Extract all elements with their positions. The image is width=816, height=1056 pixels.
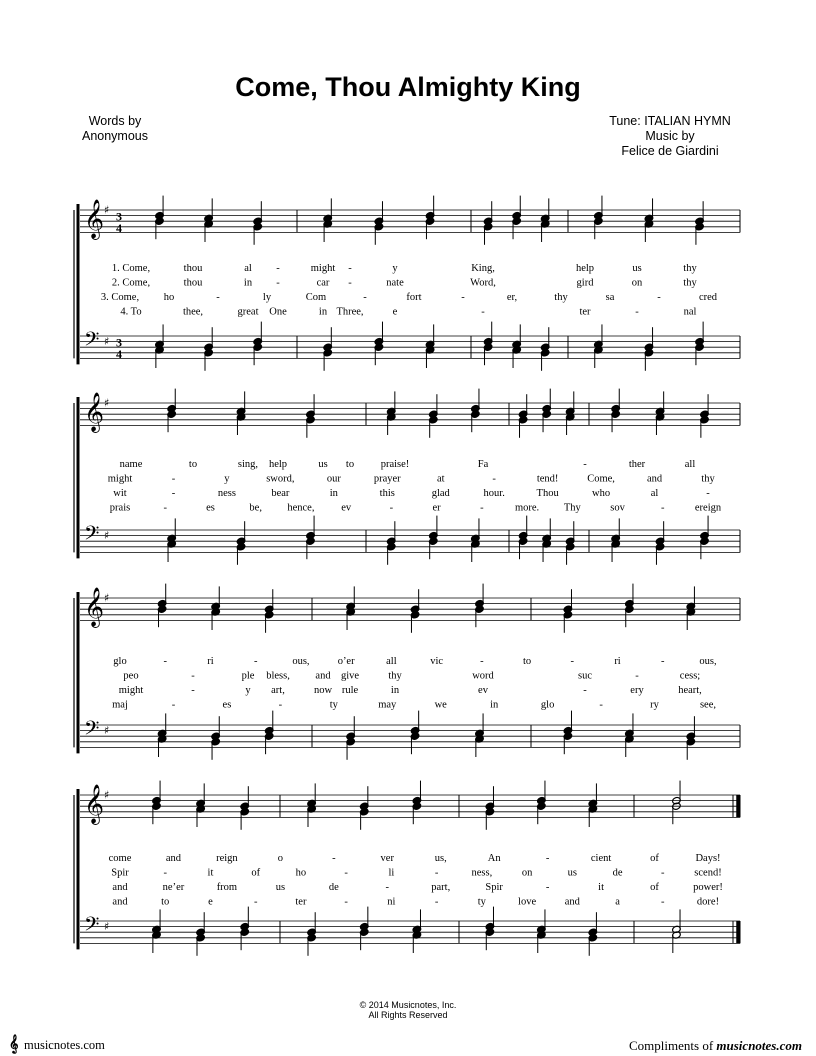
- rights-text: All Rights Reserved: [368, 1010, 448, 1020]
- lyric-syllable: -: [363, 292, 367, 303]
- lyric-syllable: ver: [380, 853, 394, 864]
- lyric-syllable: bear: [271, 488, 290, 499]
- lyric-syllable: -: [461, 292, 465, 303]
- bass-clef-icon: 𝄢: [84, 716, 100, 745]
- lyric-syllable: praise!: [380, 459, 410, 470]
- lyric-syllable: e: [392, 306, 398, 318]
- lyric-syllable: might: [107, 473, 133, 485]
- lyric-syllable: power!: [693, 882, 723, 893]
- lyric-syllable: wit: [113, 488, 127, 499]
- lyric-syllable: sing,: [237, 459, 259, 470]
- lyric-syllable: ty: [477, 896, 486, 908]
- lyric-syllable: ereign: [694, 502, 722, 514]
- lyric-syllable: glo: [113, 656, 127, 667]
- lyric-syllable: might: [310, 263, 336, 274]
- lyric-syllable: er,: [506, 292, 518, 303]
- lyric-syllable: sov: [610, 502, 625, 514]
- lyric-syllable: at: [436, 473, 445, 485]
- lyric-syllable: -: [191, 685, 195, 696]
- lyric-syllable: -: [171, 488, 176, 499]
- time-signature-bottom: 4: [116, 346, 122, 361]
- lyric-syllable: An: [487, 853, 501, 864]
- key-sharp-icon: ♯: [104, 203, 110, 217]
- lyric-syllable: -: [253, 896, 258, 908]
- composer-name: Felice de Giardini: [621, 144, 719, 158]
- lyric-syllable: -: [661, 867, 665, 879]
- lyric-syllable: ni: [387, 896, 396, 908]
- bass-clef-icon: 𝄢: [84, 521, 100, 550]
- lyric-syllable: peo: [123, 670, 139, 682]
- lyric-syllable: ple: [241, 670, 255, 682]
- lyric-syllable: word: [472, 670, 494, 682]
- lyric-syllable: -: [492, 473, 496, 485]
- lyric-syllable: a: [615, 896, 620, 908]
- lyric-syllable: thy: [683, 263, 697, 274]
- musicnotes-logo-icon: 𝄞: [9, 1034, 19, 1053]
- treble-clef-icon: 𝄞: [84, 199, 105, 240]
- lyric-syllable: now: [313, 685, 333, 696]
- lyric-syllable: ho: [295, 867, 307, 879]
- lyric-syllable: ty: [329, 699, 338, 711]
- lyric-syllable: reign: [216, 853, 238, 864]
- lyric-syllable: al: [244, 263, 252, 274]
- lyric-syllable: might: [118, 685, 144, 696]
- lyric-syllable: ne’er: [162, 882, 185, 893]
- lyric-syllable: who: [592, 488, 611, 499]
- lyric-syllable: -: [434, 867, 439, 879]
- copyright-text: © 2014 Musicnotes, Inc.: [359, 1000, 457, 1010]
- lyric-syllable: more.: [514, 502, 540, 514]
- lyric-syllable: to: [345, 459, 355, 470]
- lyric-syllable: and: [112, 896, 128, 908]
- lyric-syllable: -: [545, 882, 550, 893]
- lyric-syllable: Com: [305, 292, 327, 303]
- key-sharp-icon: ♯: [104, 396, 110, 410]
- lyric-syllable: us,: [434, 853, 447, 864]
- lyric-syllable: -: [706, 488, 710, 499]
- lyric-syllable: art,: [271, 685, 285, 696]
- lyric-syllable: tend!: [536, 473, 559, 485]
- music-system: [74, 781, 740, 956]
- lyric-syllable: Spir: [111, 867, 129, 879]
- lyric-syllable: heart,: [678, 685, 702, 696]
- lyric-syllable: maj: [112, 699, 128, 711]
- lyric-syllable: of: [650, 853, 659, 864]
- lyric-syllable: -: [163, 867, 167, 879]
- lyric-syllable: help: [575, 263, 595, 274]
- lyric-syllable: Days!: [695, 853, 721, 864]
- lyric-syllable: scend!: [694, 867, 722, 879]
- lyric-syllable: Come,: [587, 473, 615, 485]
- lyric-syllable: -: [385, 882, 390, 893]
- lyric-syllable: and: [315, 670, 331, 682]
- lyric-syllable: to: [161, 896, 170, 908]
- lyric-syllable: suc: [578, 670, 592, 682]
- lyric-syllable: glo: [540, 699, 555, 711]
- compliments-line: [629, 1038, 802, 1054]
- lyric-syllable: thy: [554, 292, 568, 303]
- lyric-syllable: thou: [183, 277, 203, 289]
- lyric-syllable: it: [207, 867, 214, 879]
- lyric-syllable: cient: [590, 853, 612, 864]
- lyric-syllable: us: [632, 263, 642, 274]
- lyric-syllable: -: [163, 656, 167, 667]
- lyric-syllable: e: [208, 896, 213, 908]
- lyric-syllable: ri: [207, 656, 214, 667]
- lyric-syllable: love: [518, 896, 537, 908]
- lyric-syllable: in: [318, 306, 328, 318]
- music-label: Music by: [645, 129, 695, 143]
- lyric-syllable: -: [163, 502, 167, 514]
- lyric-syllable: -: [278, 699, 283, 711]
- key-sharp-icon: ♯: [104, 788, 110, 802]
- lyric-syllable: -: [348, 277, 352, 289]
- lyric-syllable: -: [583, 685, 587, 696]
- lyric-syllable: ly: [262, 292, 272, 303]
- lyric-syllable: hence,: [287, 502, 315, 514]
- key-sharp-icon: ♯: [104, 919, 110, 933]
- lyric-syllable: may: [378, 699, 397, 711]
- lyric-syllable: ery: [630, 685, 644, 696]
- lyric-syllable: ous,: [292, 656, 310, 667]
- lyric-syllable: thee,: [182, 306, 204, 318]
- lyric-syllable: Fa: [477, 459, 489, 470]
- copyright-notice: [0, 1000, 816, 1020]
- lyric-syllable: in: [243, 277, 253, 289]
- music-system: [74, 584, 740, 760]
- lyric-syllable: all: [684, 459, 696, 470]
- lyric-syllable: er: [432, 502, 441, 514]
- lyric-syllable: cess;: [679, 670, 701, 682]
- lyric-syllable: our: [326, 473, 341, 485]
- lyric-syllable: -: [635, 306, 639, 318]
- lyric-syllable: in: [390, 685, 400, 696]
- lyric-syllable: help: [268, 459, 288, 470]
- lyric-syllable: and: [564, 896, 580, 908]
- bass-clef-icon: 𝄢: [84, 327, 100, 356]
- lyric-syllable: be,: [249, 502, 262, 514]
- lyric-syllable: -: [545, 853, 550, 864]
- treble-clef-icon: 𝄞: [84, 784, 105, 825]
- lyric-syllable: -: [191, 670, 195, 682]
- lyric-syllable: -: [344, 896, 348, 908]
- lyric-syllable: o: [277, 853, 283, 864]
- lyric-syllable: ho: [163, 292, 175, 303]
- lyric-syllable: us: [275, 882, 286, 893]
- lyric-syllable: -: [661, 656, 665, 667]
- words-author: Anonymous: [81, 129, 148, 143]
- lyric-syllable: y: [392, 263, 398, 274]
- lyric-syllable: and: [165, 853, 182, 864]
- lyric-syllable: -: [332, 853, 336, 864]
- lyric-syllable: de: [612, 867, 623, 879]
- time-signature-bottom: 4: [116, 220, 122, 235]
- lyric-syllable: nal: [683, 306, 697, 318]
- lyric-syllable: from: [216, 882, 238, 893]
- lyric-syllable: -: [480, 502, 484, 514]
- lyric-syllable: all: [386, 656, 397, 667]
- lyric-syllable: part,: [431, 882, 451, 893]
- lyric-syllable: and: [112, 882, 128, 893]
- lyric-syllable: -: [635, 670, 639, 682]
- lyric-syllable: of: [251, 867, 261, 879]
- lyric-syllable: -: [171, 699, 176, 711]
- lyric-syllable: great: [237, 306, 259, 318]
- lyric-syllable: we: [434, 699, 447, 711]
- time-signature-top: 3: [116, 209, 122, 224]
- lyric-syllable: hour.: [483, 488, 505, 499]
- lyric-syllable: -: [253, 656, 258, 667]
- lyric-syllable: in: [329, 488, 338, 499]
- lyric-syllable: -: [480, 656, 484, 667]
- lyric-syllable: Word,: [470, 277, 496, 289]
- lyric-syllable: in: [490, 699, 499, 711]
- footer-site-link[interactable]: musicnotes.com: [24, 1038, 105, 1052]
- compliments-prefix: Compliments of: [629, 1038, 714, 1053]
- lyric-syllable: -: [661, 502, 665, 514]
- lyric-syllable: -: [599, 699, 603, 711]
- song-title: Come, Thou Almighty King: [235, 72, 581, 102]
- lyric-syllable: bless,: [266, 670, 290, 682]
- lyric-syllable: cred: [698, 292, 718, 303]
- lyric-syllable: ter: [295, 896, 307, 908]
- lyric-syllable: to: [522, 656, 532, 667]
- lyric-syllable: -: [276, 263, 280, 274]
- key-sharp-icon: ♯: [104, 723, 110, 737]
- lyric-syllable: Thou: [536, 488, 559, 499]
- lyric-syllable: glad: [431, 488, 450, 499]
- lyric-syllable: 4. To: [120, 306, 142, 318]
- lyric-syllable: see,: [699, 699, 717, 711]
- lyric-syllable: -: [583, 459, 587, 470]
- lyric-syllable: and: [646, 473, 663, 485]
- music-system: [74, 389, 740, 565]
- lyric-syllable: 3. Come,: [100, 292, 140, 303]
- lyric-syllable: -: [276, 277, 280, 289]
- lyric-syllable: y: [224, 473, 230, 485]
- lyric-syllable: dore!: [696, 896, 720, 908]
- lyric-syllable: es: [222, 699, 232, 711]
- lyric-syllable: o’er: [337, 656, 355, 667]
- lyric-syllable: prais: [109, 502, 131, 514]
- lyric-syllable: -: [661, 896, 665, 908]
- lyric-syllable: rule: [341, 685, 359, 696]
- lyric-syllable: us: [567, 867, 577, 879]
- lyric-syllable: -: [570, 656, 575, 667]
- lyric-syllable: -: [389, 502, 394, 514]
- lyric-syllable: ness,: [471, 867, 493, 879]
- lyric-syllable: vic: [430, 656, 444, 667]
- lyric-syllable: it: [598, 882, 605, 893]
- lyric-syllable: de: [328, 882, 339, 893]
- lyric-syllable: es: [206, 502, 215, 514]
- lyric-syllable: Three,: [336, 306, 364, 318]
- tune-name: Tune: ITALIAN HYMN: [609, 114, 731, 128]
- time-signature-top: 3: [116, 335, 122, 350]
- lyric-syllable: thy: [701, 473, 715, 485]
- lyric-syllable: nate: [386, 277, 404, 289]
- lyric-syllable: -: [434, 896, 439, 908]
- lyric-syllable: ev: [341, 502, 352, 514]
- lyric-syllable: of: [650, 882, 659, 893]
- lyric-syllable: prayer: [373, 473, 401, 485]
- lyric-syllable: car: [316, 277, 330, 289]
- lyric-syllable: Spir: [485, 882, 503, 893]
- lyric-syllable: -: [344, 867, 348, 879]
- lyric-syllable: -: [348, 263, 352, 274]
- treble-clef-icon: 𝄞: [84, 392, 105, 433]
- lyric-syllable: 2. Come,: [111, 277, 151, 289]
- lyric-syllable: 1. Come,: [111, 263, 151, 274]
- lyric-syllable: thy: [388, 670, 402, 682]
- lyric-syllable: us: [318, 459, 328, 470]
- lyric-syllable: thy: [683, 277, 697, 289]
- lyric-syllable: -: [171, 473, 176, 485]
- lyric-syllable: come: [108, 853, 132, 864]
- music-system: [74, 196, 740, 371]
- lyric-syllable: ri: [614, 656, 621, 667]
- key-sharp-icon: ♯: [104, 591, 110, 605]
- lyric-syllable: ry: [650, 699, 659, 711]
- lyric-syllable: sa: [605, 292, 615, 303]
- lyric-syllable: on: [631, 277, 643, 289]
- lyric-syllable: fort: [406, 292, 422, 303]
- treble-clef-icon: 𝄞: [84, 587, 105, 628]
- lyric-syllable: ous,: [699, 656, 717, 667]
- lyric-syllable: give: [340, 670, 360, 682]
- lyric-syllable: al: [650, 488, 659, 499]
- lyric-syllable: -: [216, 292, 220, 303]
- lyric-syllable: thou: [183, 263, 203, 274]
- lyric-syllable: li: [388, 867, 395, 879]
- lyric-syllable: to: [188, 459, 198, 470]
- words-label: Words by: [88, 114, 142, 128]
- bass-clef-icon: 𝄢: [84, 912, 100, 941]
- lyric-syllable: ther: [628, 459, 646, 470]
- lyric-syllable: -: [481, 306, 485, 318]
- lyric-syllable: this: [379, 488, 395, 499]
- lyric-syllable: name: [119, 459, 143, 470]
- lyric-syllable: ter: [579, 306, 591, 318]
- lyric-syllable: One: [269, 306, 287, 318]
- key-sharp-icon: ♯: [104, 334, 110, 348]
- compliments-site-link[interactable]: musicnotes.com: [716, 1038, 802, 1053]
- lyric-syllable: sword,: [266, 473, 295, 485]
- lyric-syllable: ev: [478, 685, 488, 696]
- lyric-syllable: gird: [576, 277, 594, 289]
- lyric-syllable: ness: [217, 488, 236, 499]
- lyric-syllable: -: [657, 292, 661, 303]
- key-sharp-icon: ♯: [104, 528, 110, 542]
- lyric-syllable: on: [521, 867, 533, 879]
- lyric-syllable: Thy: [563, 502, 581, 514]
- lyric-syllable: y: [245, 685, 251, 696]
- lyric-syllable: King,: [471, 263, 495, 274]
